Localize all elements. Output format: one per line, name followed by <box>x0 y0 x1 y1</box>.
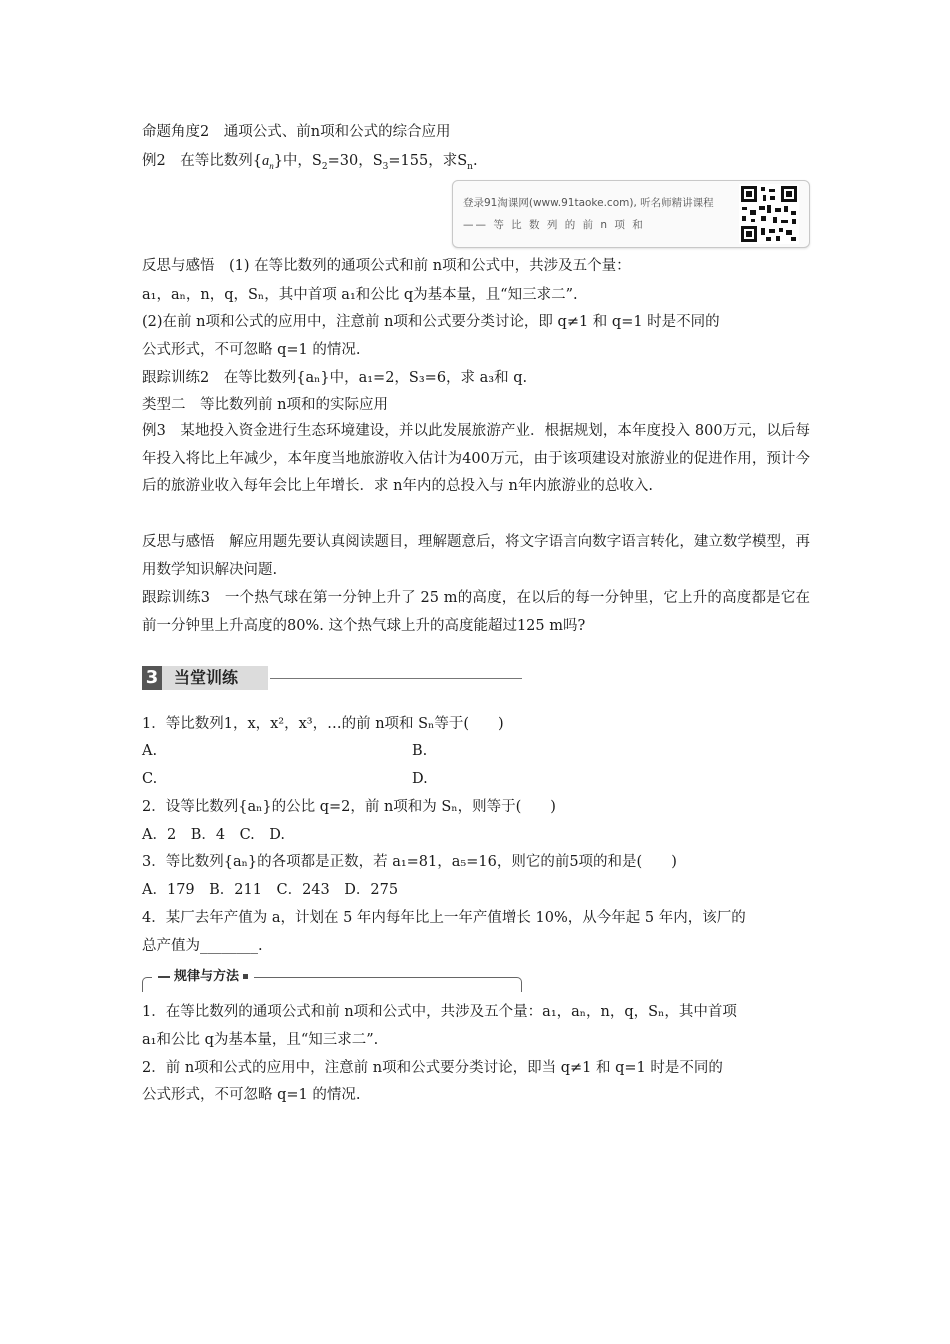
dash-icon <box>158 976 170 978</box>
q1-option-c: C. <box>142 771 158 787</box>
banner-line2: —— 等 比 数 列 的 前 n 项 和 <box>463 219 645 231</box>
example2: 例2 在等比数列$\{a_n\}$中，$S_2=30$，$S_3=155$，求$S_n$. <box>142 153 478 172</box>
section-number: 3 <box>142 666 162 690</box>
reflect1-line1: 反思与感悟 (1) 在等比数列的通项公式和前 n项和公式中，共涉及五个量： <box>142 258 631 274</box>
reflect1-line4: 公式形式，不可忽略 q=1 的情况. <box>142 342 361 358</box>
rule-1-line1: 1．在等比数列的通项公式和前 n项和公式中，共涉及五个量：a₁，aₙ，n，q，Sₙ，其中首项 <box>142 1004 737 1020</box>
reflect2: 反思与感悟 解应用题先要认真阅读题目，理解题意后，将文字语言向数字语言转化，建立数学模型，再用数学知识解决问题. <box>142 534 810 578</box>
q2-options: A．2 B．4 C. D. <box>142 827 285 843</box>
angle2-heading: 命题角度2 通项公式、前n项和公式的综合应用 <box>142 124 451 140</box>
q1-option-a: A. <box>142 743 158 759</box>
reflect1-line2: a₁，aₙ，n，q，Sₙ，其中首项 a₁和公比 q为基本量，且“知三求二”. <box>142 287 578 303</box>
reflect1-line3: (2)在前 n项和公式的应用中，注意前 n项和公式要分类讨论，即 q≠1 和 q=1 时是不同的 <box>142 314 720 330</box>
drill2: 跟踪训练2 在等比数列{aₙ}中，a₁=2，S₃=6，求 a₃和 q. <box>142 370 528 386</box>
qr-code-icon[interactable] <box>739 184 799 244</box>
drill3: 跟踪训练3 一个热气球在第一分钟上升了 25 m的高度，在以后的每一分钟里，它上升的高度都是它在前一分钟里上升高度的80%. 这个热气球上升的高度能超过125 m吗? <box>142 590 810 634</box>
rule-2-line2: 公式形式，不可忽略 q=1 的情况. <box>142 1087 361 1103</box>
question-4-line2: 总产值为________. <box>142 938 263 954</box>
section-rule <box>270 678 522 679</box>
square-icon <box>243 974 248 979</box>
q1-option-d: D. <box>412 771 428 787</box>
question-3: 3．等比数列{aₙ}的各项都是正数，若 a₁=81，a₅=16，则它的前5项的和是( ) <box>142 854 677 870</box>
question-1: 1．等比数列1，x，x²，x³，…的前 n项和 Sₙ等于( ) <box>142 716 504 732</box>
question-2: 2．设等比数列{aₙ}的公比 q=2，前 n项和为 Sₙ，则等于( ) <box>142 799 556 815</box>
banner-line1: 登录91淘课网(www.91taoke.com), 听名师精讲课程 <box>463 197 714 209</box>
video-banner[interactable] <box>452 180 810 248</box>
q1-option-b: B. <box>412 743 428 759</box>
rule-2-line1: 2．前 n项和公式的应用中，注意前 n项和公式要分类讨论，即当 q≠1 和 q=1 时是不同的 <box>142 1060 723 1076</box>
q3-options: A．179 B．211 C．243 D．275 <box>142 882 399 898</box>
example3: 例3 某地投入资金进行生态环境建设，并以此发展旅游产业．根据规划，本年度投入 800万元，以后每年投入将比上年减少，本年度当地旅游收入估计为400万元，由于该项建设对旅游业的促进作用，预计今后的旅游业收入每年会比上年增长．求 n年内的总投入与 n年内旅游业的总收入. <box>142 423 810 494</box>
rule-1-line2: a₁和公比 q为基本量，且“知三求二”. <box>142 1032 379 1048</box>
section-title: 当堂训练 <box>174 668 239 687</box>
type2-heading: 类型二 等比数列前 n项和的实际应用 <box>142 397 388 413</box>
rules-heading: 规律与方法 <box>152 966 254 988</box>
question-4-line1: 4．某厂去年产值为 a，计划在 5 年内每年比上一年产值增长 10%，从今年起 5 年内，该厂的 <box>142 910 746 926</box>
